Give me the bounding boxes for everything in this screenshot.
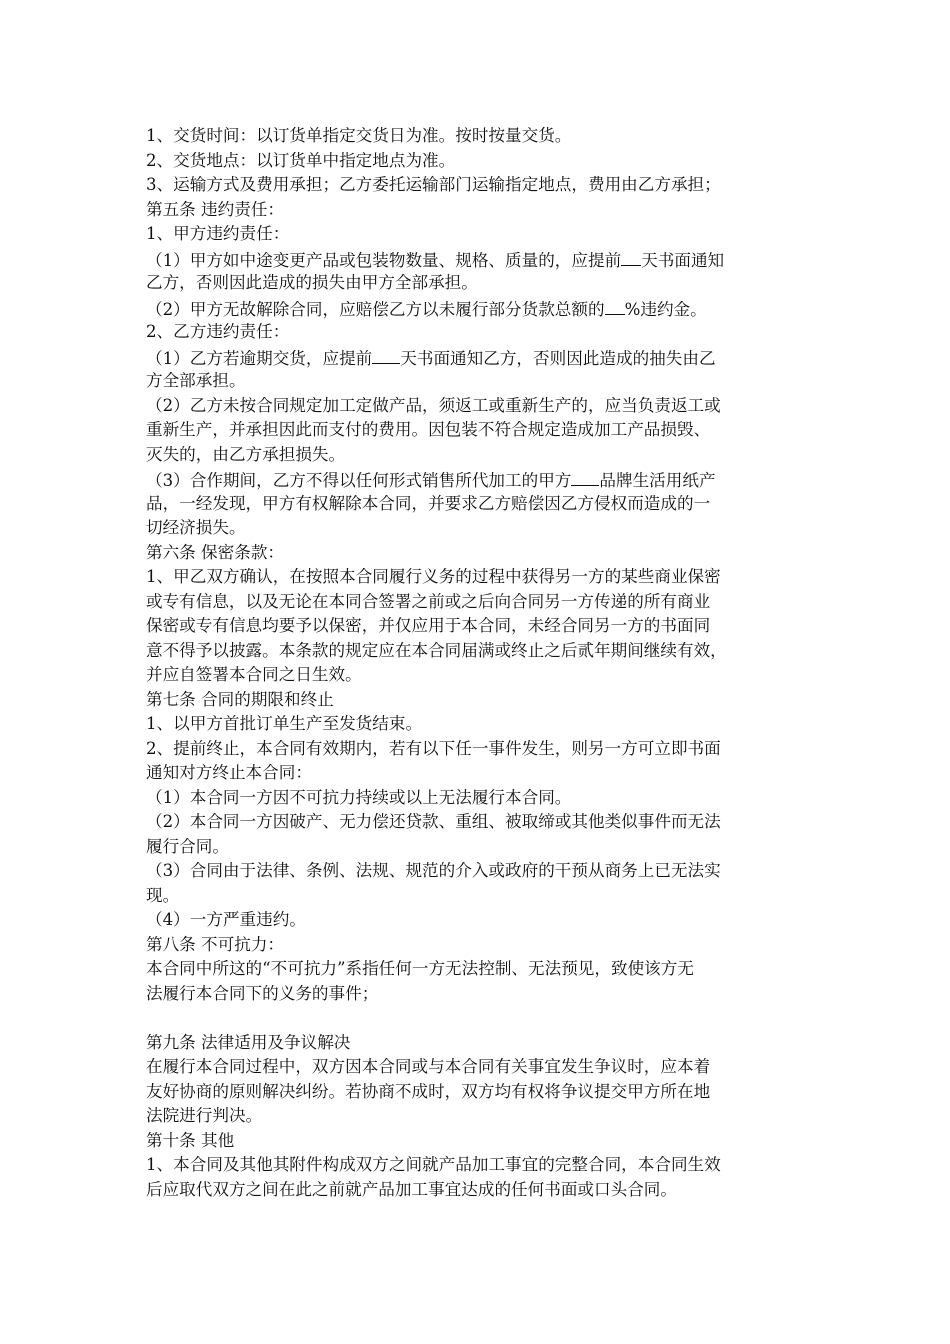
text-line (146, 296, 816, 321)
text-line (146, 982, 816, 1007)
text-segment: （1）本合同一方因不可抗力持续或以上无法履行本合同。 (146, 787, 572, 807)
text-line (146, 345, 816, 370)
text-line (146, 320, 816, 345)
fill-in-blank (372, 345, 400, 364)
text-line (146, 1055, 816, 1080)
text-line (146, 712, 816, 737)
text-line (146, 443, 816, 468)
text-line (146, 639, 816, 664)
text-segment: 2、乙方违约责任： (146, 322, 290, 341)
text-segment: 第十条 其他 (146, 1130, 235, 1150)
text-line (146, 124, 816, 149)
text-segment: 法院进行判决。 (146, 1106, 263, 1125)
text-segment: 1、以甲方首批订单生产至发货结束。 (146, 714, 423, 733)
fill-in-blank (571, 467, 599, 486)
text-segment: 2、交货地点：以订货单中指定地点为准。 (146, 150, 456, 170)
text-line (146, 810, 816, 835)
text-line (146, 786, 816, 811)
text-segment: 通知对方终止本合同： (146, 763, 312, 782)
text-segment: （2）乙方未按合同规定加工定做产品，须返工或重新生产的，应当负责返工或 (146, 395, 721, 415)
text-line (146, 198, 816, 223)
text-segment: 1、本合同及其他其附件构成双方之间就产品加工事宜的完整合同，本合同生效 (146, 1155, 721, 1174)
text-segment: 品，一经发现，甲方有权解除本合同，并要求乙方赔偿因乙方侵权而造成的一 (146, 493, 711, 513)
text-segment: 在履行本合同过程中，双方因本合同或与本合同有关事宜发生争议时，应本着 (146, 1057, 711, 1076)
text-line (146, 492, 816, 517)
text-line (146, 614, 816, 639)
text-line (146, 222, 816, 247)
text-line (146, 1178, 816, 1203)
text-segment: 意不得予以披露。本条款的规定应在本合同届满或终止之后贰年期间继续有效， (146, 640, 727, 660)
text-line (146, 688, 816, 713)
text-segment: 第五条 违约责任： (146, 199, 285, 219)
text-line (146, 516, 816, 541)
text-segment: 第七条 合同的期限和终止 (146, 689, 334, 709)
empty-line (146, 1006, 816, 1031)
text-line (146, 1080, 816, 1105)
text-segment: 1、交货时间：以订货单指定交货日为准。按时按量交货。 (146, 126, 572, 145)
text-segment: %违约金。 (624, 299, 707, 319)
text-segment: 并应自签署本合同之日生效。 (146, 665, 362, 684)
text-line (146, 859, 816, 884)
text-line (146, 1104, 816, 1129)
text-segment: 本合同中所这的“不可抗力”系指任何一方无法控制、无法预见，致使该方无 (146, 959, 694, 978)
text-segment: 2、提前终止，本合同有效期内，若有以下任一事件发生，则另一方可立即书面 (146, 738, 721, 758)
text-line (146, 173, 816, 198)
text-line (146, 908, 816, 933)
text-segment: （1）乙方若逾期交货，应提前 (146, 348, 373, 368)
text-segment: 天书面通知 (641, 250, 725, 270)
text-line (146, 663, 816, 688)
text-segment: （3）合作期间，乙方不得以任何形式销售所代加工的甲方 (146, 471, 572, 490)
text-line (146, 541, 816, 566)
text-segment: （4）一方严重违约。 (146, 910, 306, 929)
text-segment: 3、运输方式及费用承担；乙方委托运输部门运输指定地点，费用由乙方承担； (146, 175, 721, 194)
text-segment: 现。 (146, 885, 180, 905)
text-line (146, 884, 816, 909)
text-line (146, 835, 816, 860)
text-segment: （2）本合同一方因破产、无力偿还贷款、重组、被取缔或其他类似事件而无法 (146, 812, 721, 831)
fill-in-blank (621, 247, 641, 266)
text-line (146, 271, 816, 296)
text-line (146, 467, 816, 492)
text-line (146, 761, 816, 786)
text-line (146, 590, 816, 615)
text-segment: 第九条 法律适用及争议解决 (146, 1032, 351, 1052)
text-segment: 或专有信息，以及无论在本同合签署之前或之后向合同另一方传递的所有商业 (146, 591, 711, 611)
text-segment: 保密或专有信息均要予以保密，并仅应用于本合同，未经合同另一方的书面同 (146, 616, 711, 635)
text-line (146, 247, 816, 272)
text-line (146, 957, 816, 982)
text-line (146, 418, 816, 443)
contract-page (146, 124, 816, 1202)
text-segment: 1、甲乙双方确认，在按照本合同履行义务的过程中获得另一方的某些商业保密 (146, 567, 721, 586)
text-segment: 后应取代双方之间在此之前就产品加工事宜达成的任何书面或口头合同。 (146, 1179, 677, 1199)
text-line (146, 933, 816, 958)
text-segment: （1）甲方如中途变更产品或包装物数量、规格、质量的，应提前 (146, 250, 622, 270)
text-segment: 第六条 保密条款： (146, 542, 285, 562)
text-segment: 第八条 不可抗力： (146, 934, 285, 954)
text-segment: 履行合同。 (146, 836, 229, 856)
text-line (146, 149, 816, 174)
text-segment: 方全部承担。 (146, 371, 246, 390)
fill-in-blank (605, 296, 625, 315)
text-line (146, 737, 816, 762)
text-segment: 灭失的，由乙方承担损失。 (146, 444, 346, 464)
text-segment: （2）甲方无故解除合同，应赔偿乙方以未履行部分货款总额的 (146, 299, 605, 319)
text-segment: 友好协商的原则解决纠纷。若协商不成时，双方均有权将争议提交甲方所在地 (146, 1081, 711, 1101)
text-segment: （3）合同由于法律、条例、法规、规范的介入或政府的干预从商务上已无法实 (146, 861, 721, 880)
text-line (146, 1153, 816, 1178)
text-line (146, 565, 816, 590)
text-segment: 品牌生活用纸产 (599, 471, 716, 490)
text-line (146, 369, 816, 394)
text-segment: 重新生产，并承担因此而支付的费用。因包装不符合规定造成加工产品损毁、 (146, 420, 711, 439)
text-segment: 乙方，否则因此造成的损失由甲方全部承担。 (146, 273, 478, 292)
text-segment: 法履行本合同下的义务的事件； (146, 983, 379, 1003)
text-segment: 1、甲方违约责任： (146, 224, 290, 243)
text-segment: 天书面通知乙方，否则因此造成的抽失由乙 (400, 348, 716, 368)
text-segment: 切经济损失。 (146, 518, 246, 537)
text-line (146, 1129, 816, 1154)
text-line (146, 1031, 816, 1056)
text-line (146, 394, 816, 419)
